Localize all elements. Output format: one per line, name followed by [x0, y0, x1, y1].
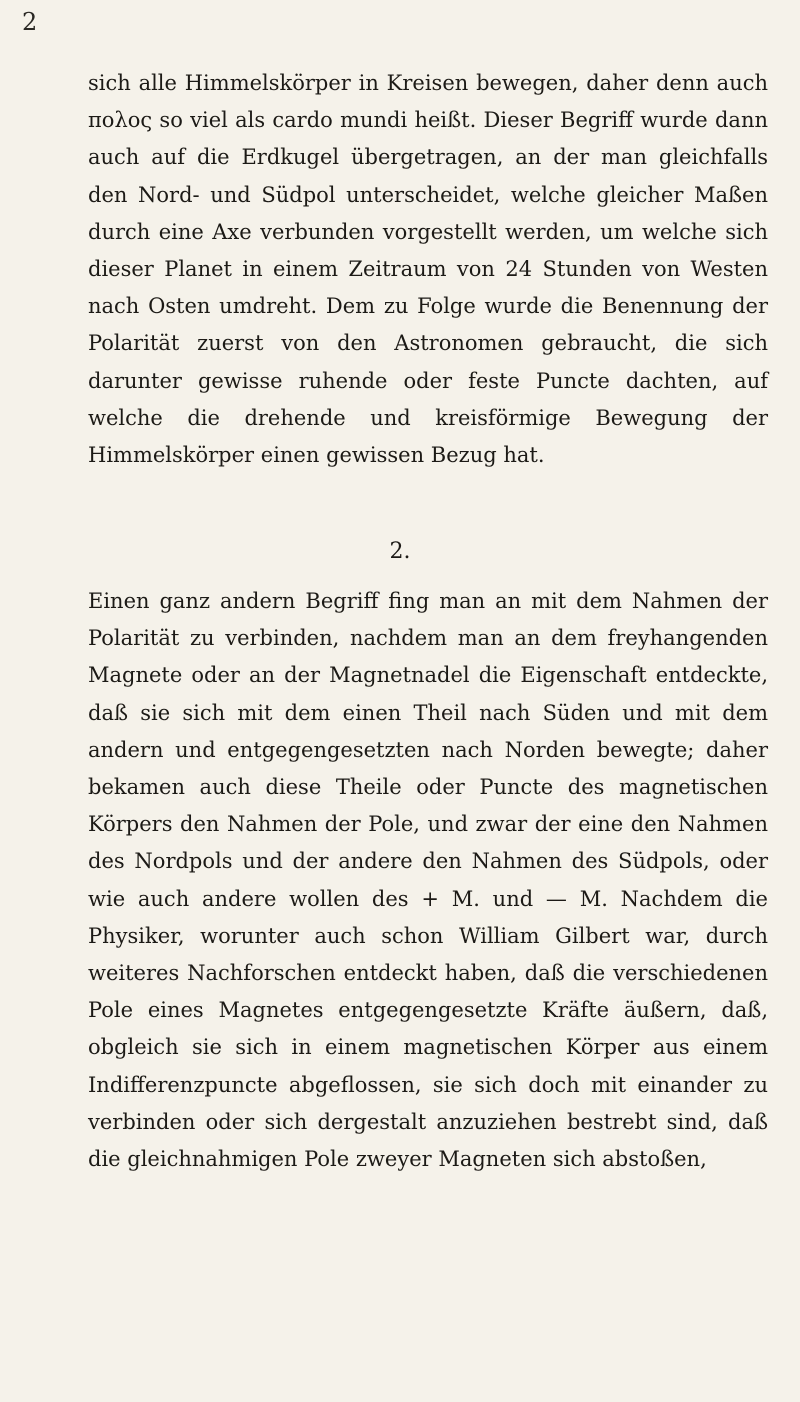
paragraph-2: [88, 583, 768, 1178]
section-number: 2.: [389, 539, 411, 564]
page-number: 2: [22, 8, 38, 36]
paragraph-1: [88, 65, 768, 474]
paragraph-1-text: sich alle Himmelskörper in Kreisen bewegen, daher denn auch πολος so viel als cardo mundi heißt. Dieser Begriff wurde dann auch auf die Erdkugel übergetragen, an der man gleichfalls den Nord- und Südpol unterscheidet, welche gleicher Maßen durch eine Axe verbunden vorgestellt werden, um welche sich dieser Planet in einem Zeitraum von 24 Stunden von Westen nach Osten umdreht. Dem zu Folge wurde die Benennung der Polarität zuerst von den Astronomen gebraucht, die sich darunter gewisse ruhende oder feste Puncte dachten, auf welche die drehende und kreisförmige Bewegung der Himmelskörper einen gewissen Bezug hat.: [88, 71, 768, 468]
paragraph-2-text: Einen ganz andern Begriff fing man an mit dem Nahmen der Polarität zu verbinden, nachdem man an dem freyhangenden Magnete oder an der Magnetnadel die Eigenschaft entdeckte, daß sie sich mit dem einen Theil nach Süden und mit dem andern und entgegengesetzten nach Norden bewegte; daher bekamen auch diese Theile oder Puncte des magnetischen Körpers den Nahmen der Pole, und zwar der eine den Nahmen des Nordpols und der andere den Nahmen des Südpols, oder wie auch andere wollen des + M. und — M. Nachdem die Physiker, worunter auch schon William Gilbert war, durch weiteres Nachforschen entdeckt haben, daß die verschiedenen Pole eines Magnetes entgegengesetzte Kräfte äußern, daß, obgleich sie sich in einem magnetischen Körper aus einem Indifferenzpuncte abgeflossen, sie sich doch mit einander zu verbinden oder sich dergestalt anzuziehen bestrebt sind, daß die gleichnahmigen Pole zweyer Magneten sich abstoßen,: [88, 589, 768, 1172]
